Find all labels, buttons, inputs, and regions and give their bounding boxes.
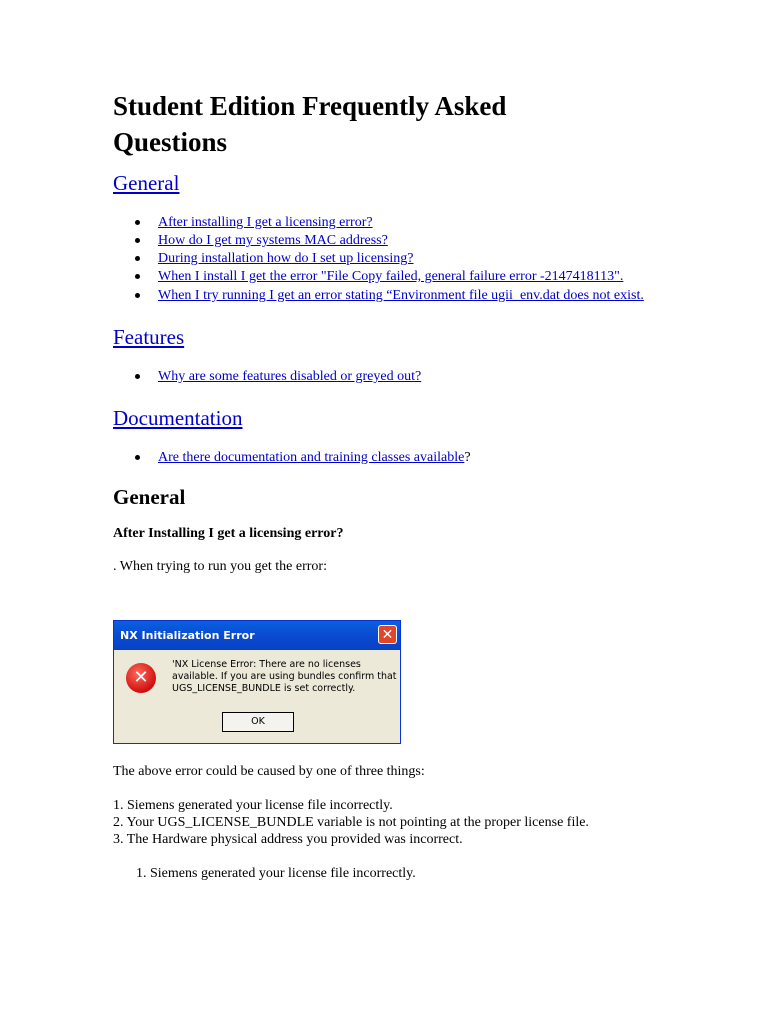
list-item <box>113 449 673 466</box>
list-item <box>113 368 673 385</box>
subsection-heading: 1. Siemens generated your license file incorrectly. <box>136 866 416 881</box>
faq-link-file-copy-failed[interactable]: When I install I get the error "File Copy failed, general failure error -2147418113". <box>158 269 624 284</box>
section-heading-general: General <box>113 485 186 509</box>
causes-block <box>113 763 673 882</box>
close-icon[interactable]: ✕ <box>378 625 397 644</box>
dialog-title-bar <box>114 621 400 650</box>
faq-link-setup-licensing[interactable]: During installation how do I set up licensing? <box>158 251 414 266</box>
link-suffix: ? <box>464 450 471 465</box>
list-item <box>113 268 673 285</box>
intro-text: . When trying to run you get the error: <box>113 559 327 574</box>
toc-features-heading[interactable]: Features <box>113 325 185 349</box>
faq-link-env-file[interactable]: When I try running I get an error stating “Environment file ugii_env.dat does not exist. <box>158 288 644 303</box>
list-item <box>113 232 673 249</box>
dialog-message: 'NX License Error: There are no licenses available. If you are using bundles confirm that UGS_LICENSE_BUNDLE is set correctly. <box>172 659 397 694</box>
toc-features-list <box>113 368 673 385</box>
list-item: 2. Your UGS_LICENSE_BUNDLE variable is not pointing at the proper license file. <box>113 815 589 830</box>
faq-link-mac-address[interactable]: How do I get my systems MAC address? <box>158 233 388 248</box>
list-item <box>113 214 673 231</box>
cause-intro: The above error could be caused by one of three things: <box>113 764 425 779</box>
toc-documentation-list <box>113 449 673 466</box>
toc-general-heading[interactable]: General <box>113 171 180 195</box>
faq-link-features-disabled[interactable]: Why are some features disabled or greyed out? <box>158 369 422 384</box>
dialog-title: NX Initialization Error <box>120 629 255 642</box>
document-page <box>113 88 673 575</box>
list-item <box>113 287 673 304</box>
causes-list <box>113 797 673 848</box>
error-icon: ✕ <box>126 663 156 693</box>
question-heading: After Installing I get a licensing error? <box>113 526 344 541</box>
list-item: 3. The Hardware physical address you provided was incorrect. <box>113 832 463 847</box>
list-item: 1. Siemens generated your license file incorrectly. <box>113 798 393 813</box>
ok-button[interactable]: OK <box>222 712 294 732</box>
faq-link-documentation[interactable]: Are there documentation and training classes available <box>158 450 465 465</box>
error-dialog-screenshot <box>113 620 401 744</box>
list-item <box>113 250 673 267</box>
page-title: Student Edition Frequently Asked Questions <box>113 91 507 157</box>
toc-general-list <box>113 214 673 304</box>
toc-documentation-heading[interactable]: Documentation <box>113 406 243 430</box>
faq-link-licensing-error[interactable]: After installing I get a licensing error? <box>158 215 373 230</box>
